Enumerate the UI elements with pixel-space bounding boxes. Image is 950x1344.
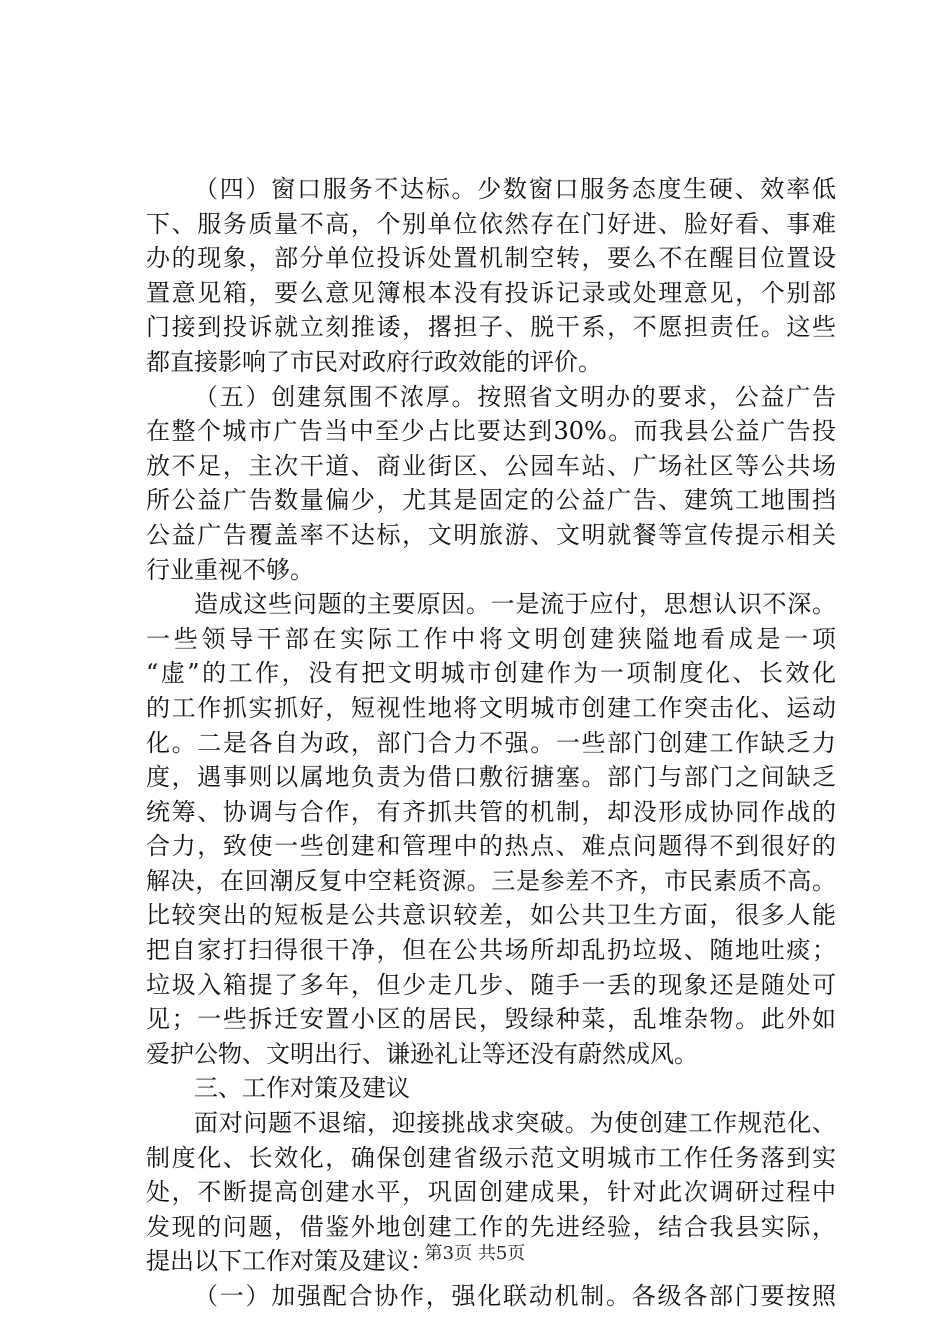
- text-line: （四）窗口服务不达标。少数窗口服务态度生硬、效率低: [194, 175, 836, 203]
- text-line: 把自家打扫得很干净，但在公共场所却乱扔垃圾、随地吐痰；: [146, 936, 836, 965]
- text-line: 在整个城市广告当中至少占比要达到30%。而我县公益广告投: [146, 417, 836, 446]
- text-line: 度，遇事则以属地负责为借口敷衍搪塞。部门与部门之间缺乏: [146, 763, 836, 792]
- text-line: 发现的问题，借鉴外地创建工作的先进经验，结合我县实际，: [146, 1212, 836, 1241]
- text-line: 制度化、长效化，确保创建省级示范文明城市工作任务落到实: [146, 1143, 836, 1172]
- text-line: 造成这些问题的主要原因。一是流于应付，思想认识不深。: [194, 590, 836, 619]
- text-line: 合力，致使一些创建和管理中的热点、难点问题得不到很好的: [146, 832, 836, 861]
- text-line: 见；一些拆迁安置小区的居民，毁绿种菜，乱堆杂物。此外如: [146, 1005, 836, 1034]
- text-line: 所公益广告数量偏少，尤其是固定的公益广告、建筑工地围挡: [146, 486, 836, 515]
- text-line: 统筹、协调与合作，有齐抓共管的机制，却没形成协同作战的: [146, 797, 836, 826]
- text-line: 化。二是各自为政，部门合力不强。一些部门创建工作缺乏力: [146, 728, 836, 757]
- text-line: 办的现象，部分单位投诉处置机制空转，要么不在醒目位置设: [146, 244, 836, 273]
- text-line: 一些领导干部在实际工作中将文明创建狭隘地看成是一项: [146, 624, 836, 653]
- page-footer: 第3页 共5页: [424, 1243, 526, 1264]
- text-line: 放不足，主次干道、商业街区、公园车站、广场社区等公共场: [146, 451, 836, 480]
- text-line: “虚”的工作，没有把文明城市创建作为一项制度化、长效化: [146, 659, 836, 688]
- text-line: 垃圾入箱提了多年，但少走几步、随手一丢的现象还是随处可: [146, 970, 836, 999]
- text-line: 置意见箱，要么意见簿根本没有投诉记录或处理意见，个别部: [146, 278, 836, 307]
- text-line: 公益广告覆盖率不达标，文明旅游、文明就餐等宣传提示相关: [146, 520, 836, 549]
- text-line: （一）加强配合协作，强化联动机制。各级各部门要按照: [194, 1282, 836, 1310]
- text-line: 爱护公物、文明出行、谦逊礼让等还没有蔚然成风。: [146, 1039, 698, 1068]
- text-line: 的工作抓实抓好，短视性地将文明城市创建工作突击化、运动: [146, 693, 836, 722]
- text-line: 行业重视不够。: [146, 555, 314, 584]
- text-line: 处，不断提高创建水平，巩固创建成果，针对此次调研过程中: [146, 1178, 836, 1207]
- text-line: 提出以下工作对策及建议：: [146, 1247, 434, 1276]
- document-body: [146, 172, 836, 1314]
- text-line: 三、工作对策及建议: [194, 1074, 410, 1103]
- text-line: 比较突出的短板是公共意识较差，如公共卫生方面，很多人能: [146, 901, 836, 930]
- text-line: 门接到投诉就立刻推诿，撂担子、脱干系，不愿担责任。这些: [146, 313, 836, 342]
- text-line: 面对问题不退缩，迎接挑战求突破。为使创建工作规范化、: [194, 1109, 836, 1138]
- text-line: （五）创建氛围不浓厚。按照省文明办的要求，公益广告: [194, 382, 836, 411]
- text-line: 下、服务质量不高，个别单位依然存在门好进、脸好看、事难: [146, 209, 836, 238]
- text-line: 都直接影响了市民对政府行政效能的评价。: [146, 347, 602, 376]
- text-line: 解决，在回潮反复中空耗资源。三是参差不齐，市民素质不高。: [146, 866, 836, 895]
